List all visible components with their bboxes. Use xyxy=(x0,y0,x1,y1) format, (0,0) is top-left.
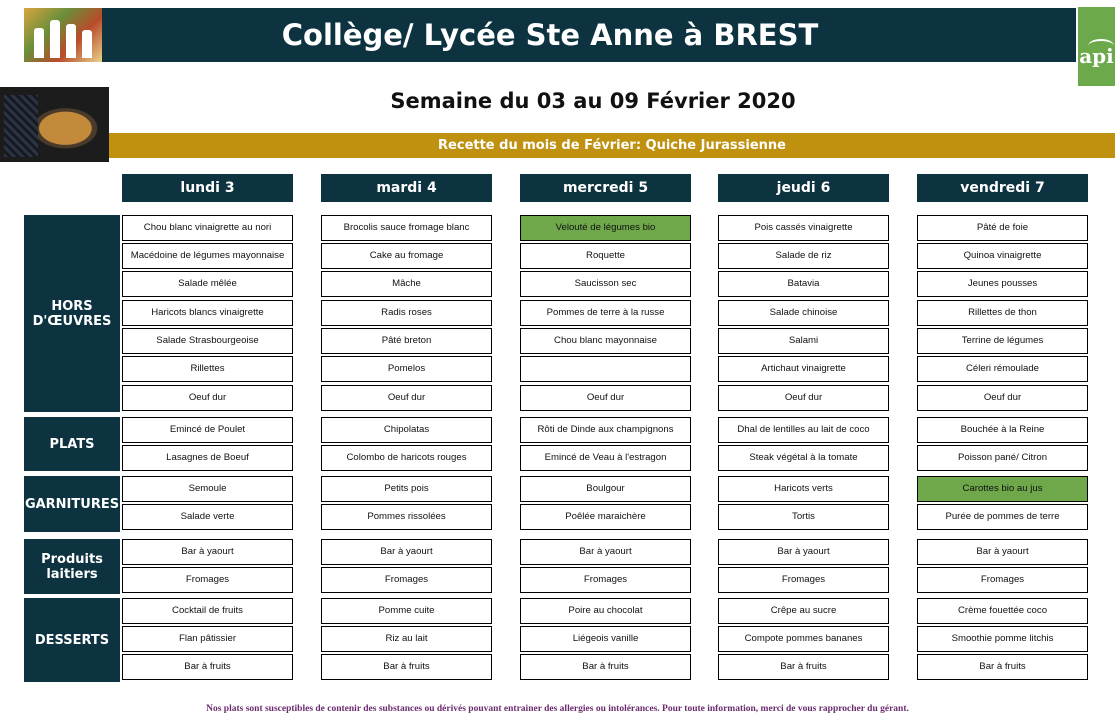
menu-cell: Purée de pommes de terre xyxy=(917,504,1088,530)
menu-cell: Bar à fruits xyxy=(917,654,1088,680)
menu-cell: Salade Strasbourgeoise xyxy=(122,328,293,354)
menu-cell: Quinoa vinaigrette xyxy=(917,243,1088,269)
menu-cell: Macédoine de légumes mayonnaise xyxy=(122,243,293,269)
menu-cell: Bar à fruits xyxy=(718,654,889,680)
menu-cell: Flan pâtissier xyxy=(122,626,293,652)
menu-cell: Bouchée à la Reine xyxy=(917,417,1088,443)
menu-cell: Fromages xyxy=(122,567,293,593)
menu-cell: Pâté de foie xyxy=(917,215,1088,241)
menu-cell: Riz au lait xyxy=(321,626,492,652)
menu-cell: Rillettes de thon xyxy=(917,300,1088,326)
menu-cell: Salami xyxy=(718,328,889,354)
day-header-lundi: lundi 3 xyxy=(122,174,293,202)
menu-cell: Colombo de haricots rouges xyxy=(321,445,492,471)
menu-cell: Radis roses xyxy=(321,300,492,326)
menu-cell: Semoule xyxy=(122,476,293,502)
menu-cell: Dhal de lentilles au lait de coco xyxy=(718,417,889,443)
page-title: Collège/ Lycée Ste Anne à BREST xyxy=(281,18,819,52)
menu-cell: Bar à yaourt xyxy=(122,539,293,565)
category-desserts xyxy=(24,598,120,682)
menu-cell: Smoothie pomme litchis xyxy=(917,626,1088,652)
category-produits-laitiers xyxy=(24,539,120,594)
category-label: Produits laitiers xyxy=(41,551,103,582)
category-plats xyxy=(24,417,120,471)
menu-cell: Boulgour xyxy=(520,476,691,502)
menu-cell: Rillettes xyxy=(122,356,293,382)
menu-cell: Steak végétal à la tomate xyxy=(718,445,889,471)
menu-cell: Haricots verts xyxy=(718,476,889,502)
allergy-footer-note: Nos plats sont susceptibles de contenir des substances ou dérivés pouvant entrainer des allergies ou intolérances. Pour toute information, merci de vous rapprocher du gérant. xyxy=(206,704,909,714)
menu-cell: Oeuf dur xyxy=(122,385,293,411)
day-header-mercredi: mercredi 5 xyxy=(520,174,691,202)
menu-cell: Chipolatas xyxy=(321,417,492,443)
menu-cell: Roquette xyxy=(520,243,691,269)
menu-cell: Emincé de Poulet xyxy=(122,417,293,443)
menu-cell: Bar à fruits xyxy=(122,654,293,680)
menu-cell: Pomme cuite xyxy=(321,598,492,624)
menu-cell: Bar à fruits xyxy=(520,654,691,680)
menu-cell: Carottes bio au jus xyxy=(917,476,1088,502)
menu-cell: Pois cassés vinaigrette xyxy=(718,215,889,241)
menu-cell: Rôti de Dinde aux champignons xyxy=(520,417,691,443)
menu-cell: Lasagnes de Boeuf xyxy=(122,445,293,471)
menu-cell: Haricots blancs vinaigrette xyxy=(122,300,293,326)
menu-cell: Cocktail de fruits xyxy=(122,598,293,624)
menu-cell: Velouté de légumes bio xyxy=(520,215,691,241)
menu-cell xyxy=(520,356,691,382)
menu-cell: Mâche xyxy=(321,271,492,297)
menu-cell: Fromages xyxy=(321,567,492,593)
menu-cell: Artichaut vinaigrette xyxy=(718,356,889,382)
menu-cell: Bar à yaourt xyxy=(321,539,492,565)
menu-cell: Fromages xyxy=(718,567,889,593)
menu-cell: Liégeois vanille xyxy=(520,626,691,652)
menu-cell: Chou blanc vinaigrette au nori xyxy=(122,215,293,241)
menu-cell: Oeuf dur xyxy=(520,385,691,411)
category-label: HORS D'ŒUVRES xyxy=(32,298,112,329)
menu-cell: Céleri rémoulade xyxy=(917,356,1088,382)
day-header-jeudi: jeudi 6 xyxy=(718,174,889,202)
category-label: PLATS xyxy=(49,436,95,452)
menu-cell: Saucisson sec xyxy=(520,271,691,297)
menu-cell: Jeunes pousses xyxy=(917,271,1088,297)
menu-cell: Crêpe au sucre xyxy=(718,598,889,624)
menu-cell: Emincé de Veau à l'estragon xyxy=(520,445,691,471)
menu-cell: Crème fouettée coco xyxy=(917,598,1088,624)
category-label: GARNITURES xyxy=(24,496,120,512)
menu-cell: Fromages xyxy=(520,567,691,593)
menu-cell: Poire au chocolat xyxy=(520,598,691,624)
day-header-mardi: mardi 4 xyxy=(321,174,492,202)
menu-cell: Compote pommes bananes xyxy=(718,626,889,652)
category-label: DESSERTS xyxy=(34,632,110,648)
menu-cell: Pomelos xyxy=(321,356,492,382)
menu-cell: Batavia xyxy=(718,271,889,297)
menu-cell: Poêlée maraichère xyxy=(520,504,691,530)
menu-cell: Salade verte xyxy=(122,504,293,530)
api-logo-icon xyxy=(1078,7,1115,86)
menu-cell: Bar à fruits xyxy=(321,654,492,680)
menu-cell: Tortis xyxy=(718,504,889,530)
recipe-of-month-banner: Recette du mois de Février: Quiche Jurassienne xyxy=(109,133,1115,158)
menu-cell: Bar à yaourt xyxy=(718,539,889,565)
api-logo-text: api xyxy=(1079,44,1114,68)
menu-cell: Chou blanc mayonnaise xyxy=(520,328,691,354)
menu-cell: Terrine de légumes xyxy=(917,328,1088,354)
menu-cell: Salade mêlée xyxy=(122,271,293,297)
menu-cell: Cake au fromage xyxy=(321,243,492,269)
menu-cell: Salade chinoise xyxy=(718,300,889,326)
menu-cell: Salade de riz xyxy=(718,243,889,269)
week-title: Semaine du 03 au 09 Février 2020 xyxy=(390,89,796,113)
menu-cell: Bar à yaourt xyxy=(520,539,691,565)
day-header-vendredi: vendredi 7 xyxy=(917,174,1088,202)
menu-cell: Pommes de terre à la russe xyxy=(520,300,691,326)
menu-cell: Bar à yaourt xyxy=(917,539,1088,565)
menu-cell: Oeuf dur xyxy=(718,385,889,411)
header-banner xyxy=(24,8,1076,62)
menu-cell: Oeuf dur xyxy=(321,385,492,411)
category-hors-doeuvres xyxy=(24,215,120,412)
menu-cell: Oeuf dur xyxy=(917,385,1088,411)
menu-cell: Brocolis sauce fromage blanc xyxy=(321,215,492,241)
category-garnitures xyxy=(24,476,120,532)
menu-cell: Petits pois xyxy=(321,476,492,502)
menu-cell: Poisson pané/ Citron xyxy=(917,445,1088,471)
menu-cell: Pommes rissolées xyxy=(321,504,492,530)
quiche-photo-icon xyxy=(0,87,109,162)
menu-cell: Pâté breton xyxy=(321,328,492,354)
menu-cell: Fromages xyxy=(917,567,1088,593)
